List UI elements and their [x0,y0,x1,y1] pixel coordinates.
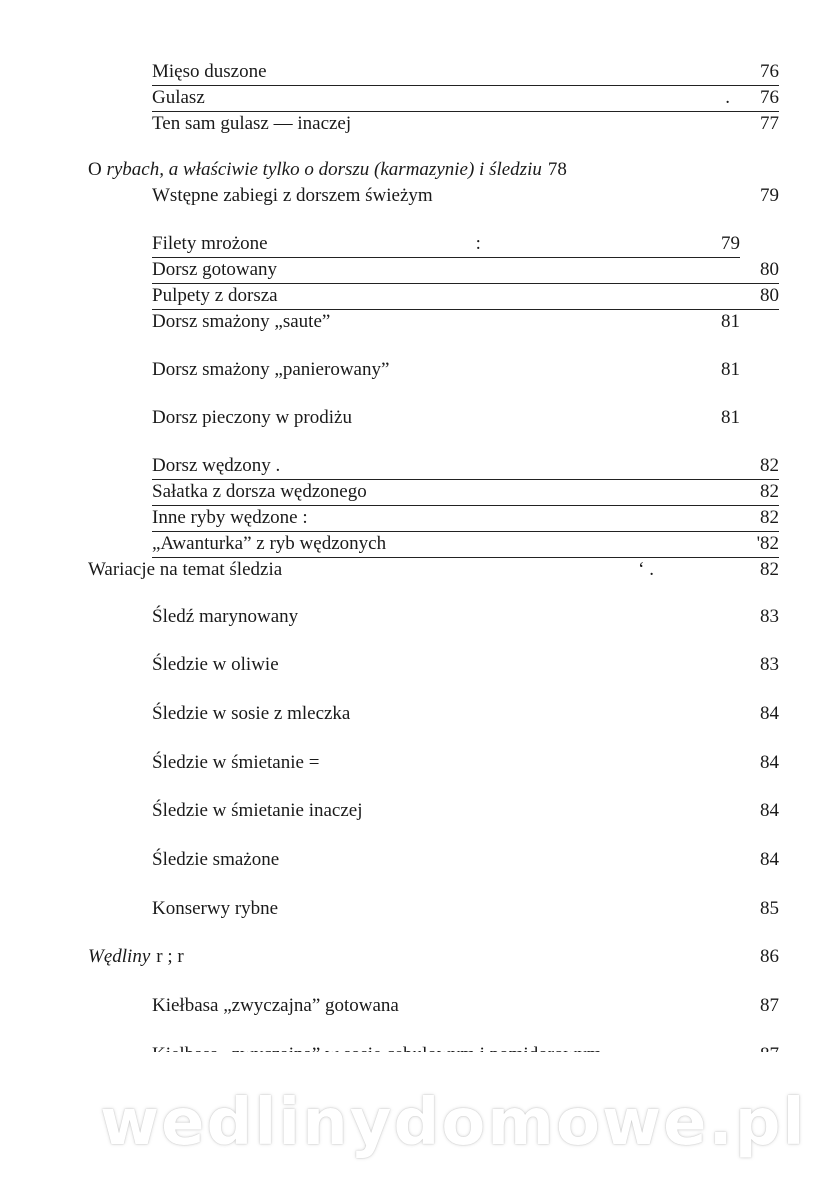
toc-entry-title: „Awanturka” z ryb wędzonych [152,533,387,554]
toc-entry-title: Ten sam gulasz — inaczej [152,113,352,134]
toc-entry-page: 85 [760,898,779,919]
toc-entry-page: 79 [721,233,740,254]
toc-entry-title: Inne ryby wędzone : [152,507,308,528]
toc-entry-page: 77 [760,113,779,134]
toc-entry[interactable] [152,453,779,480]
toc-entry[interactable] [152,847,779,873]
toc-entry-page: 82 [760,559,779,580]
toc-entry-title: Filety mrożone [152,233,268,254]
toc-entry-title: Dorsz smażony „panierowany” [152,359,390,380]
toc-entry-title: Śledzie w śmietanie inaczej [152,800,363,821]
toc-entry-page: 80 [760,285,779,306]
toc-entry-title: Wędliny [88,946,151,967]
toc-entry-tail: ‘ . [638,559,654,580]
toc-entry[interactable] [152,652,779,678]
toc-entry-tail: . [725,87,730,108]
toc-entry-page: 78 [547,159,567,180]
toc-entry-title: rybach, a właściwie tylko o dorszu (karmazynie) i śledziu [106,159,542,180]
toc-entry-page: 87 [760,995,779,1016]
toc-entry[interactable] [152,531,779,558]
toc-entry-title: Wstępne zabiegi z dorszem świeżym [152,185,433,206]
toc-chapter-entry[interactable] [88,557,779,583]
toc-entry-page: 80 [760,259,779,280]
toc-entry-page: 76 [760,61,779,82]
toc-entry-title: Mięso duszone [152,61,267,82]
toc-entry[interactable] [152,183,779,209]
toc-entry-page: 84 [760,703,779,724]
toc-entry[interactable] [152,283,779,310]
toc-entry[interactable] [152,357,740,383]
toc-entry[interactable] [152,309,740,335]
toc-entry[interactable] [152,257,779,284]
toc-entry-title: Dorsz pieczony w prodiżu [152,407,352,428]
toc-entry-separator: : [475,233,481,254]
toc-entry-page: 82 [760,481,779,502]
toc-entry[interactable] [152,85,779,112]
toc-entry-page: 82 [760,455,779,476]
toc-entry[interactable] [152,231,740,258]
toc-entry[interactable] [152,505,779,532]
toc-entry-title: Konserwy rybne [152,898,279,919]
toc-entry-separator: r ; r [156,946,184,967]
toc-entry-page: 81 [721,311,740,332]
toc-entry-title: Gulasz [152,87,205,108]
toc-entry-title: Wariacje na temat śledzia [88,559,283,580]
toc-chapter-entry[interactable] [88,157,688,183]
toc-entry-page: 79 [760,185,779,206]
toc-entry-page: 86 [760,946,779,967]
toc-entry[interactable] [152,59,779,86]
toc-entry-title: Śledzie w śmietanie = [152,752,320,773]
toc-entry-title: Śledzie smażone [152,849,280,870]
toc-entry-page: 84 [760,800,779,821]
toc-entry[interactable] [152,479,779,506]
toc-entry[interactable] [152,993,779,1019]
toc-entry[interactable] [152,405,740,431]
toc-entry-page: 83 [760,606,779,627]
toc-entry-prefix: O [88,159,107,180]
toc-entry[interactable] [152,750,779,776]
page-cutoff-mask [0,1052,824,1066]
toc-entry-page: 83 [760,654,779,675]
toc-entry-title: Sałatka z dorsza wędzonego [152,481,367,502]
toc-entry[interactable] [152,604,779,630]
toc-entry-title: Śledź marynowany [152,606,299,627]
toc-entry-page: '82 [756,533,779,554]
toc-entry-page: 84 [760,849,779,870]
toc-entry-title: Dorsz gotowany [152,259,278,280]
toc-entry[interactable] [152,111,779,137]
toc-entry-page: 81 [721,407,740,428]
toc-entry[interactable] [152,798,779,824]
toc-entry-title: Pulpety z dorsza [152,285,278,306]
toc-entry[interactable] [152,896,779,922]
toc-entry-title: Dorsz smażony „saute” [152,311,331,332]
watermark: wedlinydomowe.pl [100,1086,807,1160]
toc-entry-page: 84 [760,752,779,773]
toc-entry-title: Śledzie w sosie z mleczka [152,703,351,724]
toc-entry-title: Śledzie w oliwie [152,654,279,675]
toc-chapter-entry[interactable] [88,944,779,970]
toc-entry-page: 81 [721,359,740,380]
toc-entry-title: Dorsz wędzony . [152,455,281,476]
toc-entry-page: 82 [760,507,779,528]
toc-entry-page: 76 [760,87,779,108]
toc-entry-title: Kiełbasa „zwyczajna” gotowana [152,995,399,1016]
toc-entry[interactable] [152,701,779,727]
